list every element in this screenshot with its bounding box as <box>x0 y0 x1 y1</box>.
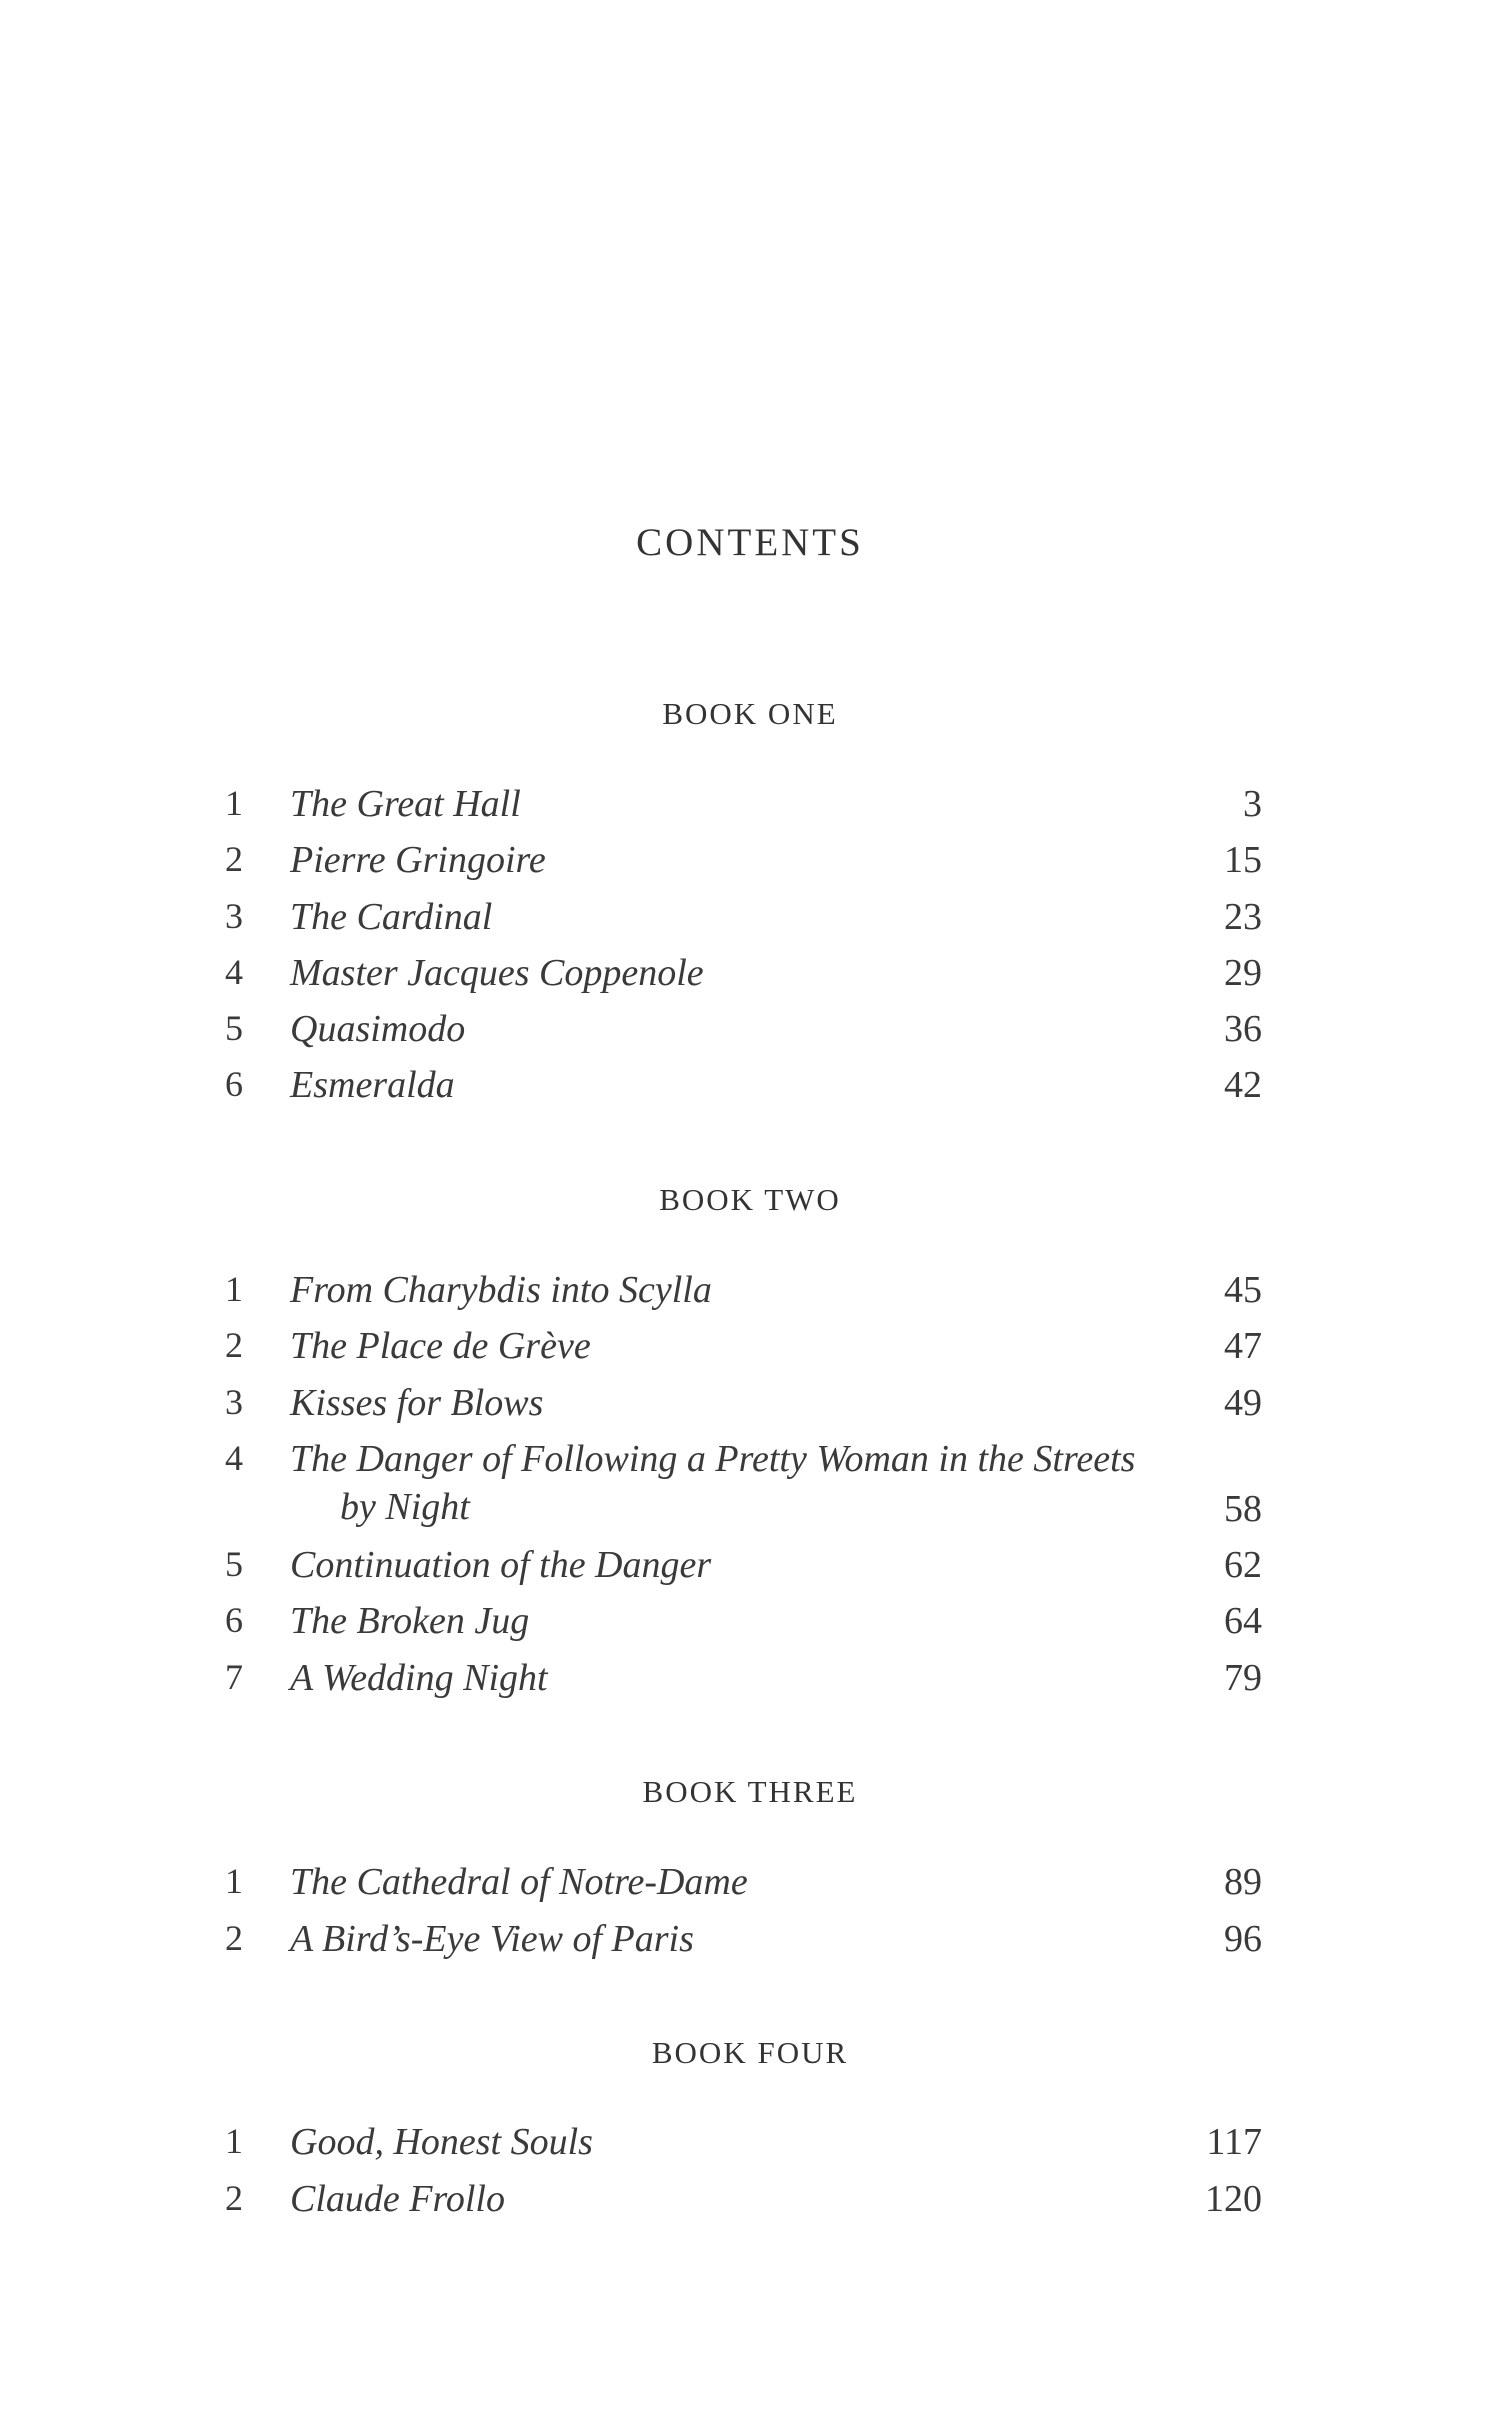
toc-entry[interactable] <box>0 1860 1500 1916</box>
chapter-number: 3 <box>225 896 243 936</box>
toc-entry[interactable] <box>0 1437 1500 1547</box>
chapter-title: A Wedding Night <box>290 1657 548 1699</box>
chapter-title: The Broken Jug <box>290 1600 530 1642</box>
page-number: 42 <box>1224 1064 1262 1106</box>
chapter-number: 3 <box>225 1382 243 1422</box>
page-number: 58 <box>1224 1488 1262 1530</box>
book-heading: BOOK THREE <box>642 1774 858 1809</box>
chapter-title-continuation: by Night <box>340 1486 470 1528</box>
chapter-title: Quasimodo <box>290 1008 466 1050</box>
page-number: 49 <box>1224 1382 1262 1424</box>
toc-entry[interactable] <box>0 782 1500 838</box>
toc-entry[interactable] <box>0 1599 1500 1655</box>
page-number: 79 <box>1224 1657 1262 1699</box>
chapter-title: A Bird’s-Eye View of Paris <box>290 1918 694 1960</box>
book-heading: BOOK FOUR <box>651 2035 849 2070</box>
chapter-number: 4 <box>225 1438 243 1478</box>
page-number: 96 <box>1224 1918 1262 1960</box>
chapter-number: 6 <box>225 1600 243 1640</box>
chapter-number: 1 <box>225 1861 243 1901</box>
chapter-title: Claude Frollo <box>290 2178 505 2220</box>
page-number: 23 <box>1224 896 1262 938</box>
chapter-title: From Charybdis into Scylla <box>290 1269 712 1311</box>
page-title: CONTENTS <box>636 521 864 564</box>
chapter-number: 2 <box>225 839 243 879</box>
toc-entry[interactable] <box>0 2177 1500 2233</box>
page-number: 36 <box>1224 1008 1262 1050</box>
toc-entry[interactable] <box>0 1063 1500 1119</box>
chapter-number: 5 <box>225 1008 243 1048</box>
chapter-number: 1 <box>225 1269 243 1309</box>
page-number: 45 <box>1224 1269 1262 1311</box>
chapter-number: 2 <box>225 2178 243 2218</box>
chapter-title <box>290 1437 1135 1529</box>
chapter-title: Pierre Gringoire <box>290 839 546 881</box>
page-number: 120 <box>1205 2178 1262 2220</box>
chapter-title: Continuation of the Danger <box>290 1544 712 1586</box>
chapter-number: 1 <box>225 783 243 823</box>
page-number: 15 <box>1224 839 1262 881</box>
toc-entry[interactable] <box>0 1543 1500 1599</box>
toc-entry[interactable] <box>0 2120 1500 2176</box>
page-number: 3 <box>1243 783 1262 825</box>
toc-entry[interactable] <box>0 1007 1500 1063</box>
page-number: 117 <box>1206 2121 1262 2163</box>
chapter-number: 5 <box>225 1544 243 1584</box>
page-number: 64 <box>1224 1600 1262 1642</box>
page-number: 47 <box>1224 1325 1262 1367</box>
toc-entry[interactable] <box>0 838 1500 894</box>
chapter-title: The Cardinal <box>290 896 493 938</box>
toc-entry[interactable] <box>0 1917 1500 1973</box>
toc-entry[interactable] <box>0 1324 1500 1380</box>
chapter-number: 2 <box>225 1325 243 1365</box>
book-heading: BOOK ONE <box>662 696 838 731</box>
book-heading: BOOK TWO <box>659 1182 841 1217</box>
page-number: 29 <box>1224 952 1262 994</box>
toc-entry[interactable] <box>0 1381 1500 1437</box>
page-number: 62 <box>1224 1544 1262 1586</box>
chapter-title: Esmeralda <box>290 1064 455 1106</box>
chapter-number: 1 <box>225 2121 243 2161</box>
chapter-title: The Place de Grève <box>290 1325 591 1367</box>
page-number: 89 <box>1224 1861 1262 1903</box>
chapter-title: Good, Honest Souls <box>290 2121 593 2163</box>
chapter-number: 6 <box>225 1064 243 1104</box>
toc-entry[interactable] <box>0 951 1500 1007</box>
chapter-number: 7 <box>225 1657 243 1697</box>
chapter-title-line: The Danger of Following a Pretty Woman in the Streets <box>290 1438 1136 1480</box>
chapter-number: 4 <box>225 952 243 992</box>
chapter-title: Kisses for Blows <box>290 1382 544 1424</box>
toc-entry[interactable] <box>0 1268 1500 1324</box>
chapter-title: Master Jacques Coppenole <box>290 952 704 994</box>
chapter-title: The Cathedral of Notre-Dame <box>290 1861 748 1903</box>
toc-entry[interactable] <box>0 1656 1500 1712</box>
toc-entry[interactable] <box>0 895 1500 951</box>
chapter-title: The Great Hall <box>290 783 521 825</box>
chapter-number: 2 <box>225 1918 243 1958</box>
